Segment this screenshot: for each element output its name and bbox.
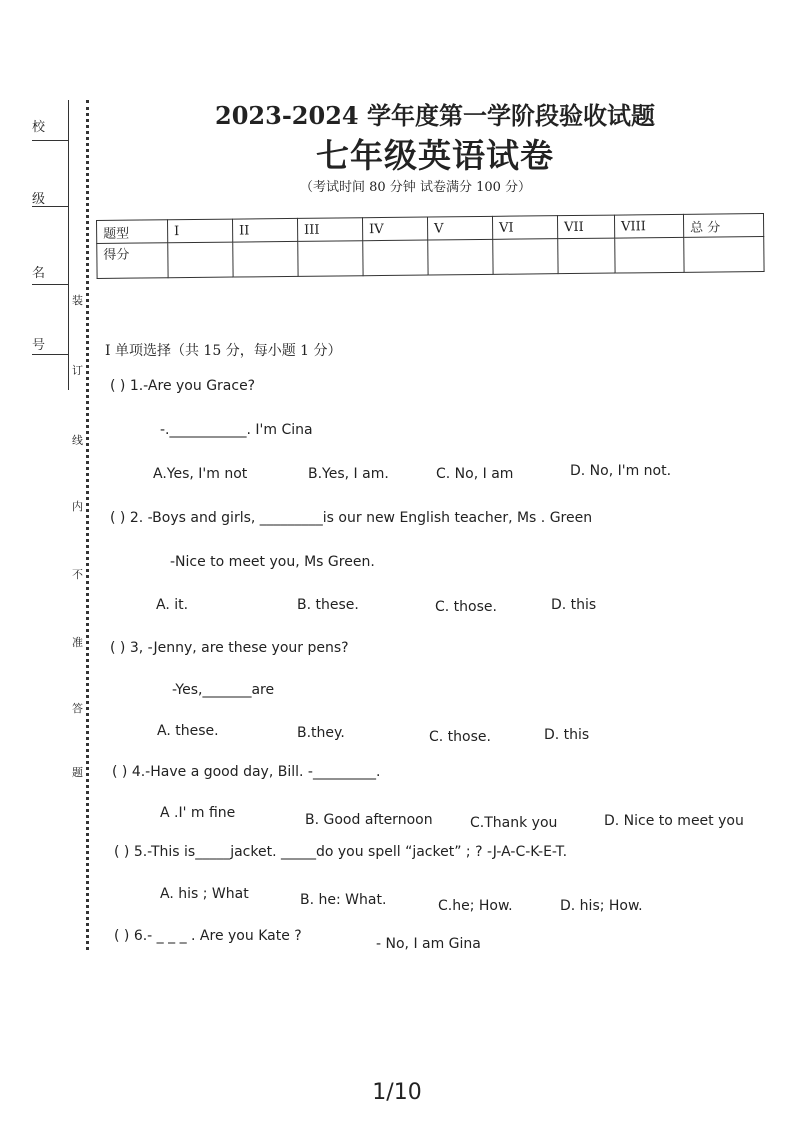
section-title: I 单项选择（共 15 分，每小题 1 分） (105, 343, 342, 359)
question-stem: ( ) 3, -Jenny, are these your pens? (110, 640, 349, 656)
table-header-cell: III (297, 218, 362, 242)
table-header-cell: VII (557, 215, 614, 239)
option: C. those. (429, 729, 491, 745)
binding-char: 不 (72, 568, 83, 581)
option: C.Thank you (470, 815, 558, 831)
question-stem: ( ) 5.-This is_____jacket. _____do you spell “jacket” ; ? -J-A-C-K-E-T. (114, 844, 568, 860)
table-header-cell: II (232, 218, 297, 242)
page-number: 1/10 (372, 1080, 422, 1105)
binding-char: 内 (72, 500, 83, 513)
binding-label-school: 校 (32, 120, 46, 135)
question-stem: ( ) 2. -Boys and girls, _________is our new English teacher, Ms . Green (110, 510, 593, 526)
option: D. his; How. (560, 898, 643, 914)
option: A. it. (156, 597, 189, 613)
option: D. Nice to meet you (604, 813, 744, 829)
binding-dotted-line (86, 100, 89, 950)
option: A.Yes, I'm not (153, 466, 248, 482)
binding-label-name: 名 (32, 266, 46, 281)
question-reply: -Yes,_______are (172, 682, 275, 698)
score-row-label: 得分 (97, 243, 168, 279)
binding-char: 订 (72, 364, 83, 377)
option: B. Good afternoon (305, 812, 433, 828)
option: C. those. (435, 599, 497, 615)
exam-subject-title: 七年级英语试卷 (316, 136, 554, 175)
table-header-cell: IV (362, 217, 427, 241)
binding-char: 准 (72, 636, 83, 649)
exam-title: 2023-2024 学年度第一学阶段验收试题 (215, 101, 655, 130)
option: A. his ; What (160, 886, 249, 902)
score-cell[interactable] (168, 242, 233, 278)
question-stem: ( ) 6.- _ _ _ . Are you Kate ? (114, 928, 302, 944)
score-cell[interactable] (298, 241, 363, 277)
table-header-cell: VIII (614, 214, 683, 238)
table-header-cell: 题型 (97, 220, 168, 244)
binding-label-class: 级 (32, 192, 46, 207)
exam-info: （考试时间 80 分钟 试卷满分 100 分） (300, 180, 532, 195)
binding-char: 答 (72, 702, 83, 715)
binding-char: 线 (72, 434, 83, 447)
table-header-cell: VI (492, 216, 557, 240)
binding-label-number: 号 (32, 338, 46, 353)
question-reply: - No, I am Gina (376, 936, 481, 952)
option: A .I' m fine (160, 805, 236, 821)
score-cell[interactable] (684, 237, 764, 273)
option: D. No, I'm not. (570, 463, 672, 479)
table-header-cell: 总 分 (683, 214, 763, 238)
option: B. these. (297, 597, 359, 613)
table-header-cell: I (168, 219, 233, 243)
score-cell[interactable] (363, 240, 428, 276)
question-stem: ( ) 1.-Are you Grace? (110, 378, 256, 394)
question-stem: ( ) 4.-Have a good day, Bill. -_________. (112, 764, 381, 780)
question-reply: -Nice to meet you, Ms Green. (170, 554, 375, 570)
score-cell[interactable] (428, 239, 493, 275)
option: B.they. (297, 725, 345, 741)
score-table-score-row (97, 237, 764, 279)
option: C. No, I am (436, 466, 514, 482)
score-cell[interactable] (493, 239, 558, 275)
question-reply: -.___________. I'm Cina (160, 422, 313, 438)
score-cell[interactable] (233, 241, 298, 277)
binding-char: 题 (72, 766, 83, 779)
option: B. he: What. (300, 892, 387, 908)
option: A. these. (157, 723, 219, 739)
score-cell[interactable] (615, 237, 684, 273)
option: D. this (551, 597, 597, 613)
score-table (96, 213, 765, 279)
binding-char: 装 (72, 294, 83, 307)
option: D. this (544, 727, 590, 743)
score-cell[interactable] (558, 238, 615, 274)
option: C.he; How. (438, 898, 513, 914)
table-header-cell: V (427, 216, 492, 240)
option: B.Yes, I am. (308, 466, 389, 482)
